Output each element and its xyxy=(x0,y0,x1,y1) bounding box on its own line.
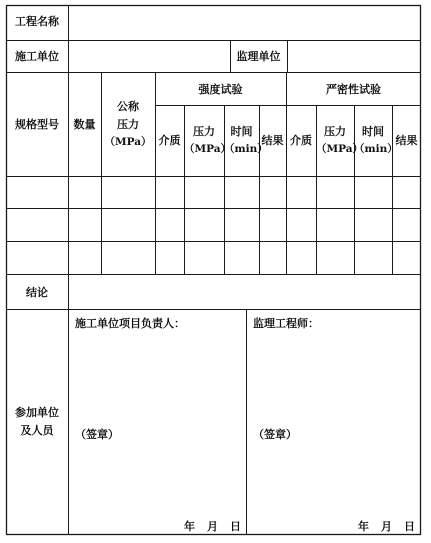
supervision-date-year: 年 xyxy=(358,520,369,533)
construction-date-month: 月 xyxy=(207,520,218,533)
construction-unit-label: 施工单位 xyxy=(15,50,59,63)
participants-label-line2: 及人员 xyxy=(20,424,54,437)
tightness-time-label: 时间 xyxy=(362,125,384,138)
spec-model-label: 规格型号 xyxy=(15,118,59,131)
strength-pressure-label: 压力 xyxy=(193,125,215,138)
supervision-date-day: 日 xyxy=(404,520,415,533)
tightness-medium-label: 介质 xyxy=(290,134,312,147)
strength-medium-label: 介质 xyxy=(158,134,181,147)
supervision-unit-label: 监理单位 xyxy=(236,50,281,63)
construction-manager-label: 施工单位项目负责人： xyxy=(75,317,185,330)
construction-signature-label: （签章） xyxy=(75,428,119,441)
strength-test-label: 强度试验 xyxy=(198,83,243,96)
tightness-time-unit: （min） xyxy=(354,143,398,155)
strength-pressure-unit: （MPa） xyxy=(184,143,232,155)
conclusion-label: 结论 xyxy=(26,286,48,299)
tightness-pressure-label: 压力 xyxy=(324,125,346,138)
construction-date-day: 日 xyxy=(230,520,241,533)
quantity-label: 数量 xyxy=(73,118,96,131)
supervision-date-month: 月 xyxy=(381,520,392,533)
supervision-signature-label: （签章） xyxy=(253,428,297,441)
nominal-pressure-unit: （MPa） xyxy=(104,136,152,148)
strength-time-label: 时间 xyxy=(230,125,253,138)
tightness-pressure-unit: （MPa） xyxy=(316,143,364,155)
tightness-result-label: 结果 xyxy=(395,134,418,147)
nominal-pressure-label-line1: 公称 xyxy=(117,100,139,113)
nominal-pressure-label-line2: 压力 xyxy=(117,118,139,131)
strength-time-unit: （min） xyxy=(224,143,268,155)
tightness-test-label: 严密性试验 xyxy=(326,83,381,96)
supervising-engineer-label: 监理工程师： xyxy=(253,317,319,330)
participants-label-line1: 参加单位 xyxy=(15,406,59,419)
strength-result-label: 结果 xyxy=(261,134,284,147)
construction-date-year: 年 xyxy=(184,520,195,533)
project-name-label: 工程名称 xyxy=(15,15,59,28)
